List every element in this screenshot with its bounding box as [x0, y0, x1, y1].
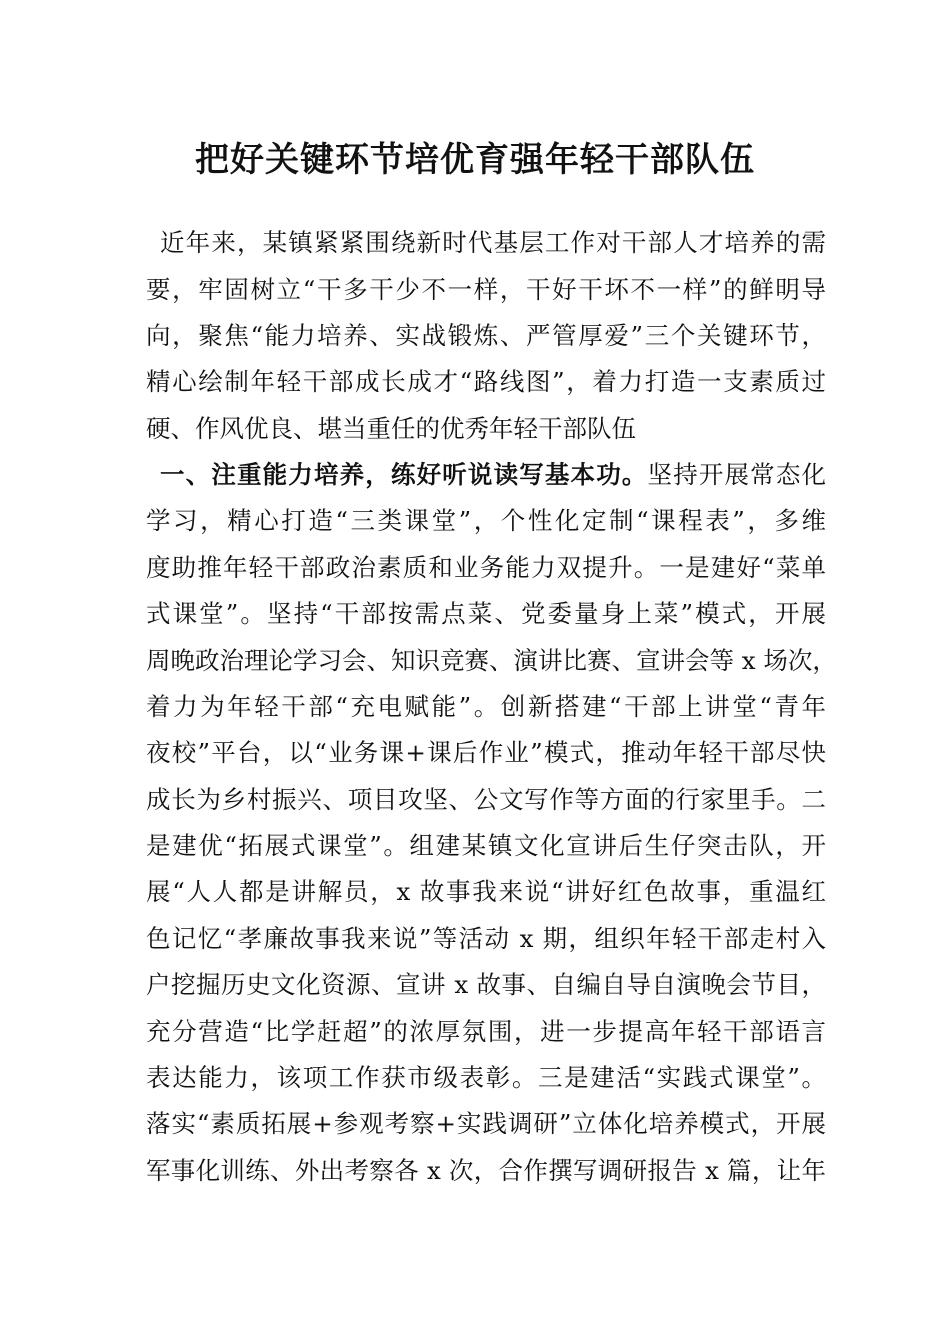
section-heading: 一、注重能力培养，练好听说读写基本功。 — [160, 460, 648, 489]
section-first-line-rest: 坚持开展常态化 — [647, 460, 827, 489]
document-title: 把好关键环节培优育强年轻干部队伍 — [195, 140, 755, 180]
paragraph-line: 周晚政治理论学习会、知识竞赛、演讲比赛、宣讲会等 x 场次， — [146, 646, 837, 675]
paragraph-line: 式课堂”。坚持“干部按需点菜、党委量身上菜”模式，开展 — [146, 599, 826, 628]
paragraph-line: 硬、作风优良、堪当重任的优秀年轻干部队伍 — [146, 414, 636, 443]
paragraph-line: 表达能力，该项工作获市级表彰。三是建活“实践式课堂”。 — [146, 1063, 826, 1092]
paragraph-line: 充分营造“比学赶超”的浓厚氛围，进一步提高年轻干部语言 — [146, 1017, 826, 1046]
paragraph-line: 向，聚焦“能力培养、实战锻炼、严管厚爱”三个关键环节， — [146, 321, 826, 350]
paragraph-line: 着力为年轻干部“充电赋能”。创新搭建“干部上讲堂“青年 — [146, 692, 826, 721]
paragraph-line: 色记忆“孝廉故事我来说”等活动 x 期，组织年轻干部走村入 — [146, 924, 826, 953]
paragraph-line: 度助推年轻干部政治素质和业务能力双提升。一是建好“菜单 — [146, 553, 826, 582]
paragraph-line: 户挖掘历史文化资源、宣讲 x 故事、自编自导自演晚会节目， — [146, 970, 826, 999]
paragraph-line: 学习，精心打造“三类课堂”，个性化定制“课程表”，多维 — [146, 506, 826, 535]
paragraph-line: 展“人人都是讲解员，x 故事我来说“讲好红色故事，重温红 — [146, 877, 826, 906]
paragraph-line: 要，牢固树立“干多干少不一样，干好干坏不一样”的鲜明导 — [146, 275, 826, 304]
paragraph-line: 军事化训练、外出考察各 x 次，合作撰写调研报告 x 篇，让年 — [146, 1156, 826, 1185]
paragraph-line: 是建优“拓展式课堂”。组建某镇文化宣讲后生仔突击队，开 — [146, 831, 826, 860]
paragraph-line: 成长为乡村振兴、项目攻坚、公文写作等方面的行家里手。二 — [146, 785, 826, 814]
paragraph-line: 近年来，某镇紧紧围绕新时代基层工作对干部人才培养的需 — [160, 228, 826, 257]
paragraph-line: 夜校”平台，以“业务课+课后作业”模式，推动年轻干部尽快 — [146, 738, 826, 767]
paragraph-line: 落实“素质拓展+参观考察+实践调研”立体化培养模式，开展 — [146, 1109, 826, 1138]
paragraph-line: 精心绘制年轻干部成长成才“路线图”，着力打造一支素质过 — [146, 367, 826, 396]
section-first-line — [160, 455, 826, 495]
